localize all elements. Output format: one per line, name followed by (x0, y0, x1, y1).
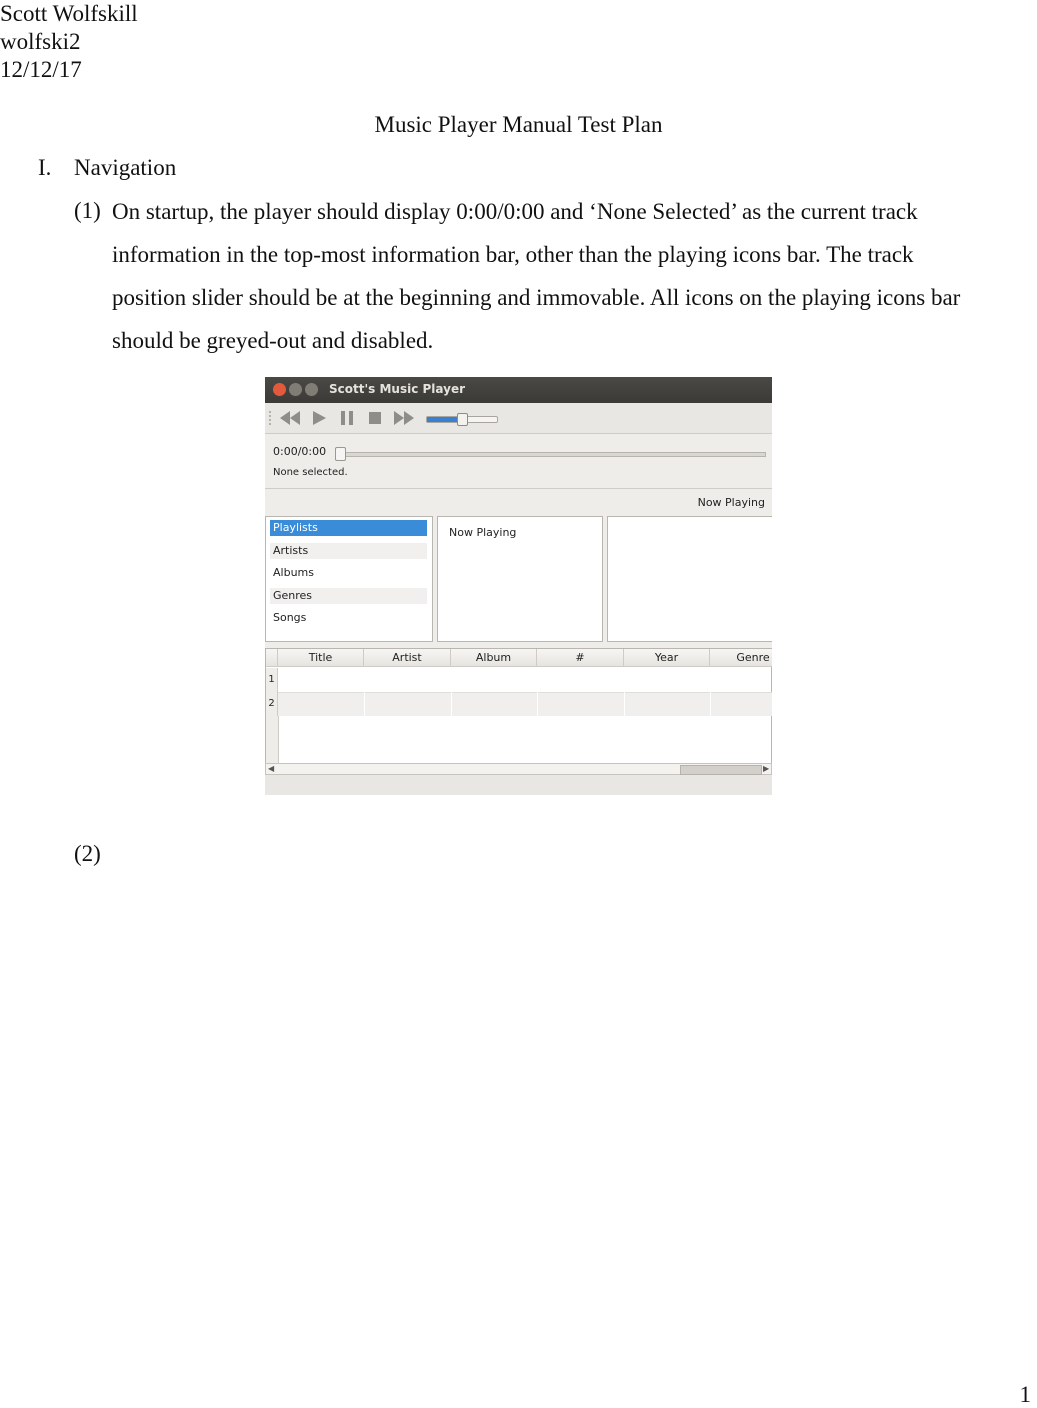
cell-divider (451, 692, 452, 716)
author-name: Scott Wolfskill (0, 1, 138, 26)
row-number[interactable]: 1 (266, 668, 278, 692)
detail-pane (607, 516, 772, 642)
music-player-screenshot (265, 377, 772, 795)
netid: wolfski2 (0, 29, 81, 54)
info-divider (265, 488, 772, 489)
category-list (265, 516, 433, 642)
category-playlists[interactable]: Playlists (270, 520, 427, 536)
column-header-album[interactable]: Album (451, 649, 537, 667)
window-titlebar (265, 377, 772, 403)
close-icon[interactable] (273, 383, 286, 396)
item-1-line-1: On startup, the player should display 0:00/0:00 and ‘None Selected’ as the current track (112, 199, 918, 224)
horizontal-scrollbar[interactable] (265, 763, 772, 775)
category-albums[interactable]: Albums (273, 566, 314, 579)
document-title: Music Player Manual Test Plan (374, 112, 663, 137)
row-divider (266, 692, 772, 693)
category-songs[interactable]: Songs (273, 611, 307, 624)
cell-divider (624, 692, 625, 716)
item-1-line-3: position slider should be at the beginning and immovable. All icons on the playing icons bar (112, 285, 961, 310)
category-artists[interactable]: Artists (270, 543, 427, 559)
play-icon[interactable] (311, 409, 327, 427)
track-position-slider[interactable] (337, 452, 766, 457)
playlist-now-playing[interactable]: Now Playing (449, 526, 517, 539)
track-status: None selected. (273, 467, 348, 478)
minimize-icon[interactable] (289, 383, 302, 396)
document-date: 12/12/17 (0, 57, 82, 82)
maximize-icon[interactable] (305, 383, 318, 396)
window-title: Scott's Music Player (329, 382, 466, 396)
category-genres[interactable]: Genres (270, 588, 427, 604)
section-numeral: I. (38, 155, 52, 180)
section-title: Navigation (74, 155, 177, 180)
time-display: 0:00/0:00 (273, 445, 327, 458)
status-bar (265, 775, 772, 795)
volume-slider[interactable] (426, 416, 498, 423)
toolbar-grip-icon (268, 409, 274, 427)
scroll-left-icon[interactable]: ◀ (268, 764, 275, 773)
track-position-handle[interactable] (335, 447, 346, 461)
rewind-icon[interactable] (279, 409, 301, 427)
playlist-pane (437, 516, 603, 642)
playing-icons-bar (265, 403, 772, 434)
scroll-right-icon[interactable]: ▶ (763, 764, 770, 773)
item-1-line-2: information in the top-most information bar, other than the playing icons bar. The track (112, 242, 914, 267)
item-2-number: (2) (74, 841, 101, 866)
scrollbar-thumb[interactable] (680, 765, 762, 775)
column-header-artist[interactable]: Artist (364, 649, 451, 667)
now-playing-label: Now Playing (697, 496, 765, 509)
table-corner (266, 649, 278, 667)
column-header-title[interactable]: Title (278, 649, 364, 667)
volume-slider-handle[interactable] (457, 413, 468, 426)
cell-divider (710, 692, 711, 716)
cell-divider (364, 692, 365, 716)
column-header-year[interactable]: Year (624, 649, 710, 667)
item-1-number: (1) (74, 198, 101, 223)
row-number[interactable]: 2 (266, 692, 278, 716)
fast-forward-icon[interactable] (393, 409, 415, 427)
column-header-number[interactable]: # (537, 649, 624, 667)
cell-divider (537, 692, 538, 716)
column-header-genre[interactable]: Genre (710, 649, 772, 667)
page-number: 1 (1019, 1382, 1031, 1407)
item-1-line-4: should be greyed-out and disabled. (112, 328, 434, 353)
stop-icon[interactable] (367, 409, 383, 427)
pause-icon[interactable] (339, 409, 355, 427)
table-row[interactable] (278, 692, 772, 716)
